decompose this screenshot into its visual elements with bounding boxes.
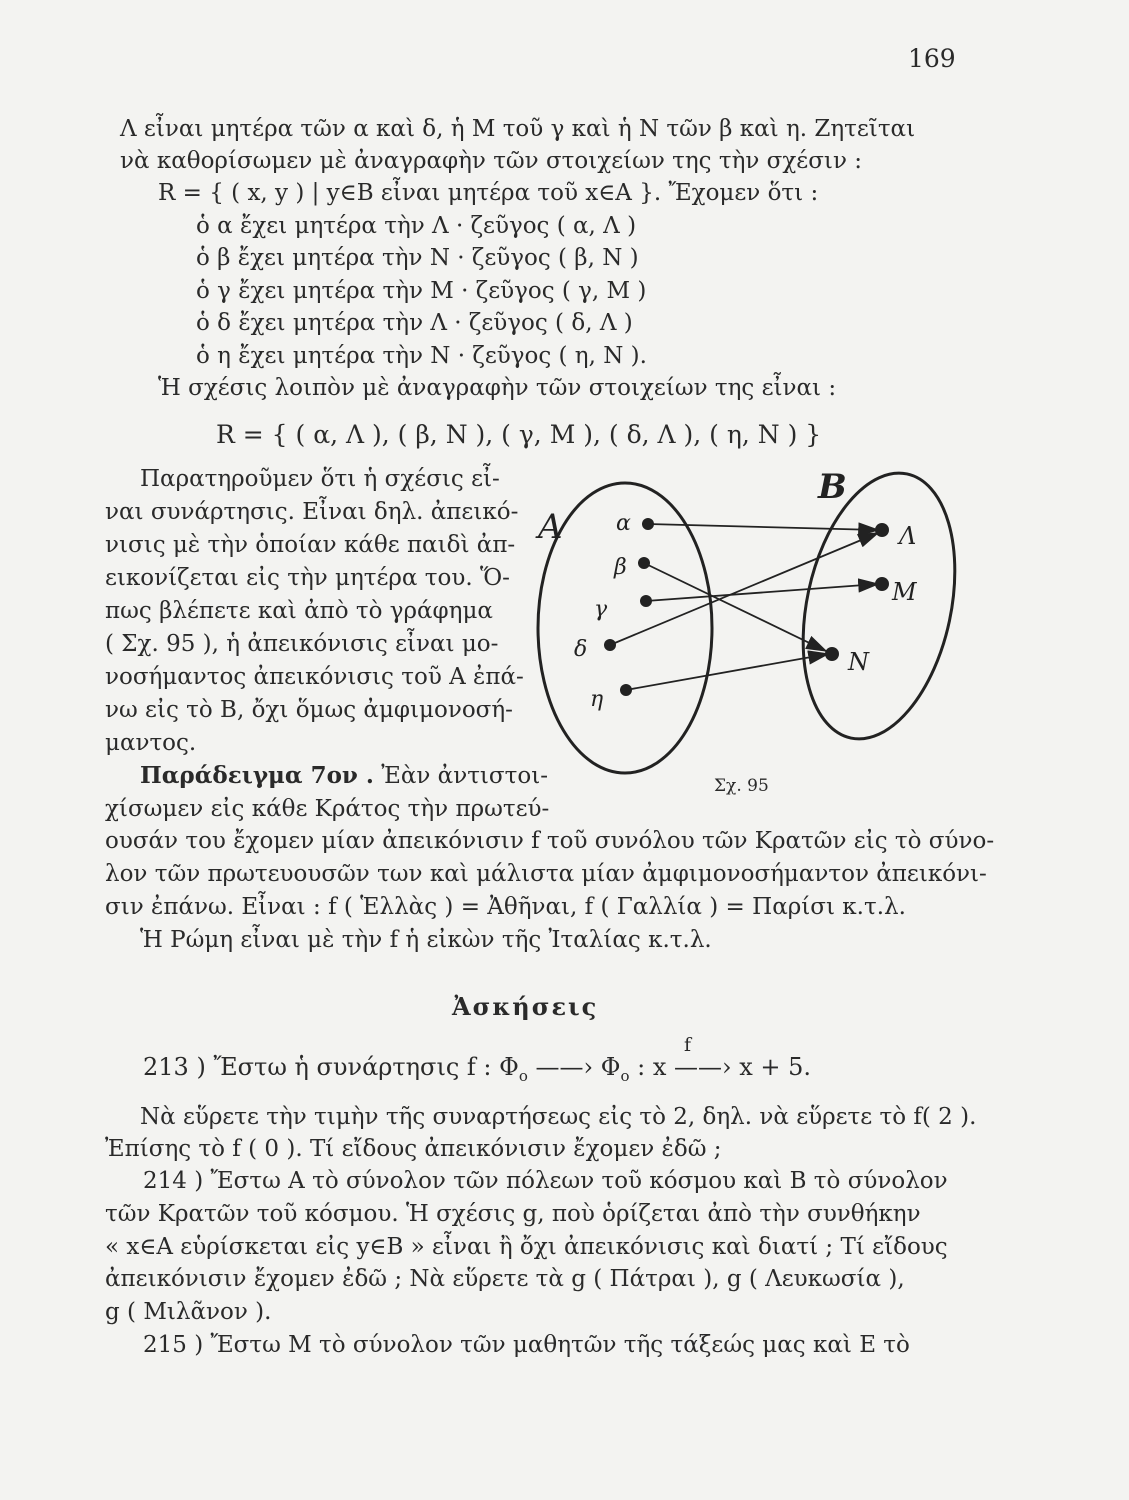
exercise-line: Ἐπίσης τὸ f ( 0 ). Τί εἴδους ἀπεικόνισιν ἔχομεν ἐδῶ ; (105, 1136, 722, 1162)
observation-line: νισις μὲ τὴν ὁποίαν κάθε παιδὶ ἀπ- (105, 532, 516, 558)
set-b-label: B (818, 467, 847, 507)
point-delta (604, 639, 616, 651)
exercise-text: Φ (600, 1053, 621, 1081)
pair-line: ὁ η ἔχει μητέρα τὴν Ν · ζεῦγος ( η, Ν ). (196, 343, 647, 369)
figure-caption: Σχ. 95 (714, 776, 769, 796)
observation-line: εικονίζεται εἰς τὴν μητέρα του. Ὅ- (105, 565, 510, 591)
arrow-beta-nu (644, 563, 826, 651)
set-a-label: A (538, 507, 563, 547)
arrow-alpha-lambda (648, 524, 878, 530)
example-line: ουσάν του ἔχομεν μίαν ἀπεικόνισιν f τοῦ συνόλου τῶν Κρατῶν εἰς τὸ σύνο- (105, 828, 995, 854)
exercise-214-line: 214 ) Ἔστω Α τὸ σύνολον τῶν πόλεων τοῦ κόσμου καὶ Β τὸ σύνολον (143, 1168, 948, 1194)
exercise-line: ἀπεικόνισιν ἔχομεν ἐδῶ ; Νὰ εὕρετε τὰ g ( Πάτραι ), g ( Λευκωσία ), (105, 1266, 905, 1292)
relation-set: R = { ( α, Λ ), ( β, Ν ), ( γ, Μ ), ( δ, Λ ), ( η, Ν ) } (216, 420, 822, 449)
observation-line: μαντος. (105, 730, 197, 756)
arrow: ——› (535, 1053, 594, 1081)
label-alpha: α (616, 511, 631, 536)
exercise-line: « x∈A εὑρίσκεται εἰς y∈B » εἶναι ἢ ὄχι ἀπεικόνισις καὶ διατί ; Τί εἴδους (105, 1234, 948, 1260)
exercise-text: x + 5. (739, 1053, 812, 1081)
mapping-diagram-svg (520, 458, 960, 780)
example-line: λον τῶν πρωτευουσῶν των καὶ μάλιστα μίαν ἀμφιμονοσήμαντον ἀπεικόνι- (105, 861, 987, 887)
exercise-line: Νὰ εὕρετε τὴν τιμὴν τῆς συναρτήσεως εἰς τὸ 2, δηλ. νὰ εὕρετε τὸ f( 2 ). (140, 1104, 977, 1130)
point-lambda (875, 523, 889, 537)
example-line: χίσωμεν εἰς κάθε Κράτος τὴν πρωτεύ- (105, 796, 550, 822)
exercise-line: g ( Μιλᾶνον ). (105, 1299, 272, 1325)
exercise-text: : x (637, 1053, 667, 1081)
label-gamma: γ (594, 597, 608, 622)
example-line: σιν ἐπάνω. Εἶναι : f ( Ἑλλὰς ) = Ἀθῆναι, f ( Γαλλία ) = Παρίσι κ.τ.λ. (105, 894, 906, 920)
relation-definition: R = { ( x, y ) | y∈B εἶναι μητέρα τοῦ x∈A }. Ἔχομεν ὅτι : (158, 180, 819, 206)
example-line: Ἡ Ρώμη εἶναι μὲ τὴν f ἡ εἰκὼν τῆς Ἰταλίας κ.τ.λ. (140, 927, 712, 953)
subscript: ο (620, 1066, 630, 1085)
observation-line: ( Σχ. 95 ), ἡ ἀπεικόνισις εἶναι μο- (105, 631, 499, 657)
arrow-eta-nu (626, 654, 828, 690)
observation-line: νω εἰς τὸ Β, ὄχι ὅμως ἀμφιμονοσή- (105, 697, 513, 723)
arrow-delta-lambda (610, 533, 878, 645)
arrow: ——› (674, 1053, 732, 1081)
exercise-213-statement (143, 1034, 812, 1091)
point-alpha (642, 518, 654, 530)
pair-line: ὁ β ἔχει μητέρα τὴν Ν · ζεῦγος ( β, Ν ) (196, 245, 639, 271)
label-beta: β (614, 555, 627, 580)
label-lambda: Λ (899, 522, 917, 550)
point-beta (638, 557, 650, 569)
point-nu (825, 647, 839, 661)
exercises-heading: Ἀσκήσεις (452, 992, 599, 1021)
pair-line: ὁ γ ἔχει μητέρα τὴν Μ · ζεῦγος ( γ, Μ ) (196, 278, 647, 304)
example-label: Παράδειγμα 7ον . (140, 762, 374, 789)
pair-line: ὁ α ἔχει μητέρα τὴν Λ · ζεῦγος ( α, Λ ) (196, 213, 637, 239)
intro-line: Λ εἶναι μητέρα τῶν α καὶ δ, ἡ Μ τοῦ γ καὶ ἡ Ν τῶν β καὶ η. Ζητεῖται (120, 116, 916, 142)
pair-line: ὁ δ ἔχει μητέρα τὴν Λ · ζεῦγος ( δ, Λ ) (196, 310, 633, 336)
labeled-arrow (674, 1034, 732, 1082)
observation-line: Παρατηροῦμεν ὅτι ἡ σχέσις εἶ- (140, 466, 500, 492)
point-gamma (640, 595, 652, 607)
label-mu: Μ (892, 578, 917, 606)
label-eta: η (590, 687, 604, 712)
arrow-gamma-mu (646, 584, 878, 601)
exercise-215-line: 215 ) Ἔστω Μ τὸ σύνολον τῶν μαθητῶν τῆς τάξεώς μας καὶ Ε τὸ (143, 1332, 910, 1358)
point-mu (875, 577, 889, 591)
exercise-line: τῶν Κρατῶν τοῦ κόσμου. Ἡ σχέσις g, ποὺ ὁρίζεται ἀπὸ τὴν συνθήκην (105, 1201, 921, 1227)
observation-line: νοσήμαντος ἀπεικόνισις τοῦ Α ἐπά- (105, 664, 524, 690)
mapping-diagram (520, 458, 960, 780)
intro-line: νὰ καθορίσωμεν μὲ ἀναγραφὴν τῶν στοιχείων της τὴν σχέσιν : (120, 148, 862, 174)
label-nu: Ν (848, 648, 869, 676)
example-text: Ἐὰν ἀντιστοι- (381, 763, 548, 789)
observation-line: ναι συνάρτησις. Εἶναι δηλ. ἀπεικό- (105, 499, 519, 525)
point-eta (620, 684, 632, 696)
subscript: ο (518, 1066, 528, 1085)
example-first-line (140, 761, 548, 791)
observation-line: πως βλέπετε καὶ ἀπὸ τὸ γράφημα (105, 598, 493, 624)
relation-intro: Ἡ σχέσις λοιπὸν μὲ ἀναγραφὴν τῶν στοιχείων της εἶναι : (158, 375, 837, 401)
set-b-ellipse (781, 459, 960, 753)
page-number: 169 (908, 44, 956, 73)
exercise-number: 213 ) (143, 1053, 206, 1081)
arrow-label: f (684, 1034, 692, 1056)
label-delta: δ (574, 637, 588, 662)
exercise-text: Ἔστω ἡ συνάρτησις f : Φ (213, 1053, 519, 1081)
